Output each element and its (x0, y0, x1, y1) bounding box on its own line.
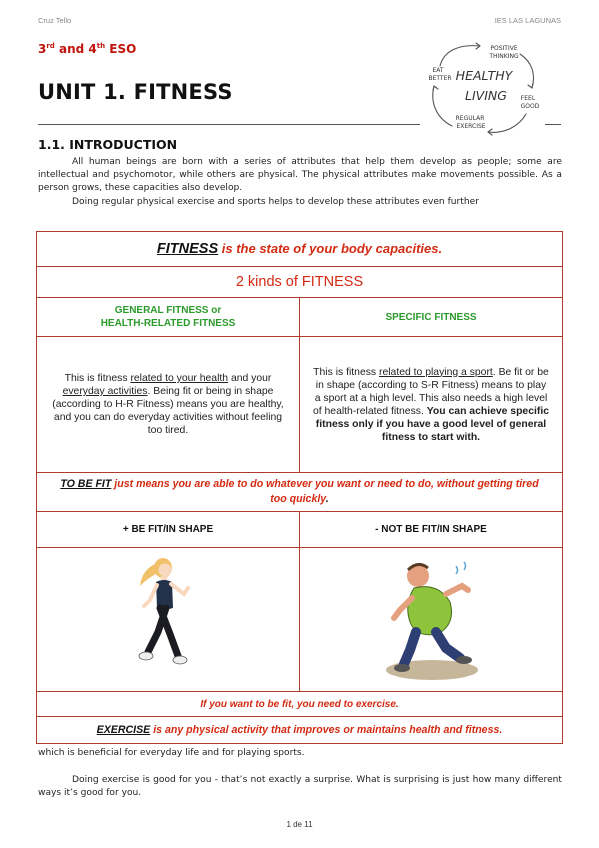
specific-desc-text-1: This is fitness (313, 366, 379, 378)
section-heading: 1.1. INTRODUCTION (38, 137, 178, 152)
fitness-keyword: FITNESS (156, 241, 219, 257)
to-be-fit-text: just means you are able to do whatever you want or need to do, without getting tired too quickly (111, 478, 539, 505)
fitness-definition (37, 232, 563, 267)
unfit-runner-cell (300, 548, 563, 692)
exercise-keyword: EXERCISE (96, 724, 151, 736)
fitness-kinds: 2 kinds of FITNESS (37, 267, 563, 298)
specific-fitness-description (300, 337, 563, 473)
specific-desc-underline-1: related to playing a sport (379, 366, 493, 378)
general-desc-text-1: This is fitness (64, 373, 131, 384)
logo-item-7: EAT (432, 67, 444, 74)
fit-shape-heading: + BE FIT/IN SHAPE (37, 512, 300, 548)
intro-text (38, 156, 562, 209)
after-paragraph-2: Doing exercise is good for you - that’s not exactly a surprise. What is surprising is just how many different ways it’s good for you. (38, 775, 562, 799)
logo-item-4: GOOD (520, 103, 540, 110)
course-level (38, 42, 136, 56)
logo-item-8: BETTER (428, 75, 452, 82)
logo-item-5: REGULAR (455, 115, 485, 122)
fit-runner-cell (37, 548, 300, 692)
logo-center-top: HEALTHY (455, 68, 513, 83)
general-desc-underline-1: related to your health (130, 373, 229, 384)
level-part-3: ESO (105, 42, 137, 56)
level-part-1: 3 (38, 42, 47, 56)
title-divider-right (545, 124, 561, 125)
to-be-fit-period: . (325, 493, 329, 505)
specific-fitness-heading: SPECIFIC FITNESS (300, 298, 563, 337)
specific-desc-bold: You can achieve specific fitness only if you have a good level of general fitness to start with. (315, 405, 550, 443)
general-fitness-heading (37, 298, 300, 337)
title-divider (38, 124, 420, 125)
unit-title: UNIT 1. FITNESS (38, 80, 233, 104)
general-desc-text-3: . Being fit or being in shape (according to H-R Fitness) means you are healthy, and you can do everyday activities without feeling too tired. (52, 386, 284, 436)
header-author: Cruz Tello (38, 16, 72, 25)
after-paragraph-1: which is beneficial for everyday life and for playing sports. (38, 748, 305, 758)
to-be-fit-keyword: TO BE FIT (60, 478, 112, 490)
logo-item-2: THINKING (489, 53, 519, 60)
level-sup-1: rd (46, 42, 55, 50)
fit-runner-illustration (128, 552, 208, 682)
to-be-fit-definition (37, 473, 563, 512)
logo-center-bottom: LIVING (465, 88, 507, 103)
fitness-table (36, 231, 563, 744)
unfit-runner-illustration (376, 552, 486, 682)
level-part-2: and 4 (54, 42, 97, 56)
need-exercise-note: If you want to be fit, you need to exercise. (37, 692, 563, 717)
exercise-definition-text: is any physical activity that improves or maintains health and fitness. (150, 724, 503, 736)
general-desc-underline-2: everyday activities (62, 386, 148, 397)
intro-paragraph-2: Doing regular physical exercise and sports helps to develop these attributes even further (72, 196, 479, 207)
general-heading-line-2: HEALTH-RELATED FITNESS (100, 318, 236, 329)
fitness-definition-text: is the state of your body capacities. (218, 241, 443, 256)
header-school: IES LAS LAGUNAS (494, 16, 561, 25)
logo-item-1: POSITIVE (490, 45, 518, 52)
logo-item-3: FEEL (520, 95, 536, 102)
healthy-living-logo (422, 38, 544, 136)
level-sup-2: th (96, 42, 106, 50)
general-heading-line-1: GENERAL FITNESS or (114, 305, 222, 316)
logo-item-6: EXERCISE (456, 123, 486, 130)
exercise-definition (37, 717, 563, 744)
general-fitness-description (37, 337, 300, 473)
general-desc-text-2: and your (228, 373, 272, 384)
page-number: 1 de 11 (286, 820, 313, 829)
intro-paragraph-1: All human beings are born with a series of attributes that help them develop as people; some are intellectual and psychomotor, while others are physical. The physical attributes make movements possible. As a person grows, these capacities also develop. (38, 157, 562, 194)
unfit-shape-heading: - NOT BE FIT/IN SHAPE (300, 512, 563, 548)
specific-desc-text-2: . Be fit or be in shape (according to S-R Fitness) means to play a sport at a high level. This also needs a high level of health-related fitness. (312, 366, 549, 417)
